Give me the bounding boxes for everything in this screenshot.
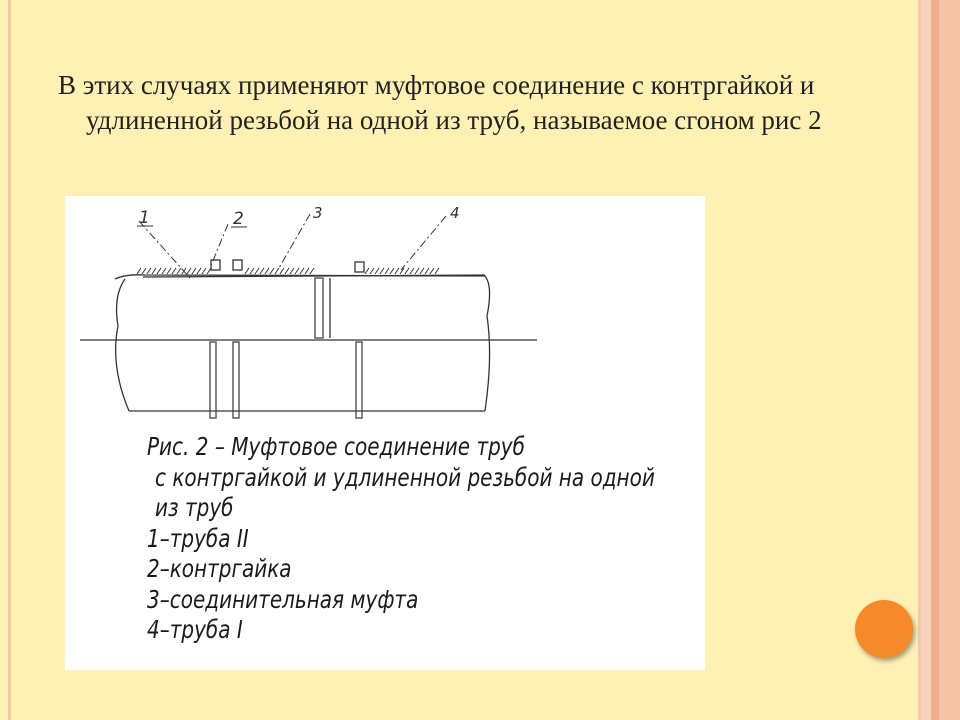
callout-3: 3 (313, 204, 323, 222)
caption-line: из труб (155, 493, 234, 522)
caption-title: Рис. 2 – Муфтовое соединение труб (147, 432, 525, 461)
decorative-stripe (939, 0, 960, 720)
callout-1: 1 (139, 208, 150, 228)
pipe-coupling-figure (65, 196, 705, 670)
caption-item: 2–контргайка (147, 554, 292, 583)
slide-body-text: В этих случаях применяют муфтовое соединение с контргайкой и удлиненной резьбой на одной из труб, называемое сгоном рис 2 (58, 70, 822, 135)
figure-caption (147, 432, 655, 646)
callout-2: 2 (233, 209, 244, 229)
decorative-orange-circle (855, 600, 913, 658)
caption-item: 4–труба I (147, 615, 243, 644)
caption-item: 1–труба II (147, 523, 249, 553)
callout-4: 4 (450, 204, 460, 222)
caption-line: с контргайкой и удлиненной резьбой на одной (155, 462, 655, 492)
caption-item: 3–соединительная муфта (147, 584, 419, 614)
